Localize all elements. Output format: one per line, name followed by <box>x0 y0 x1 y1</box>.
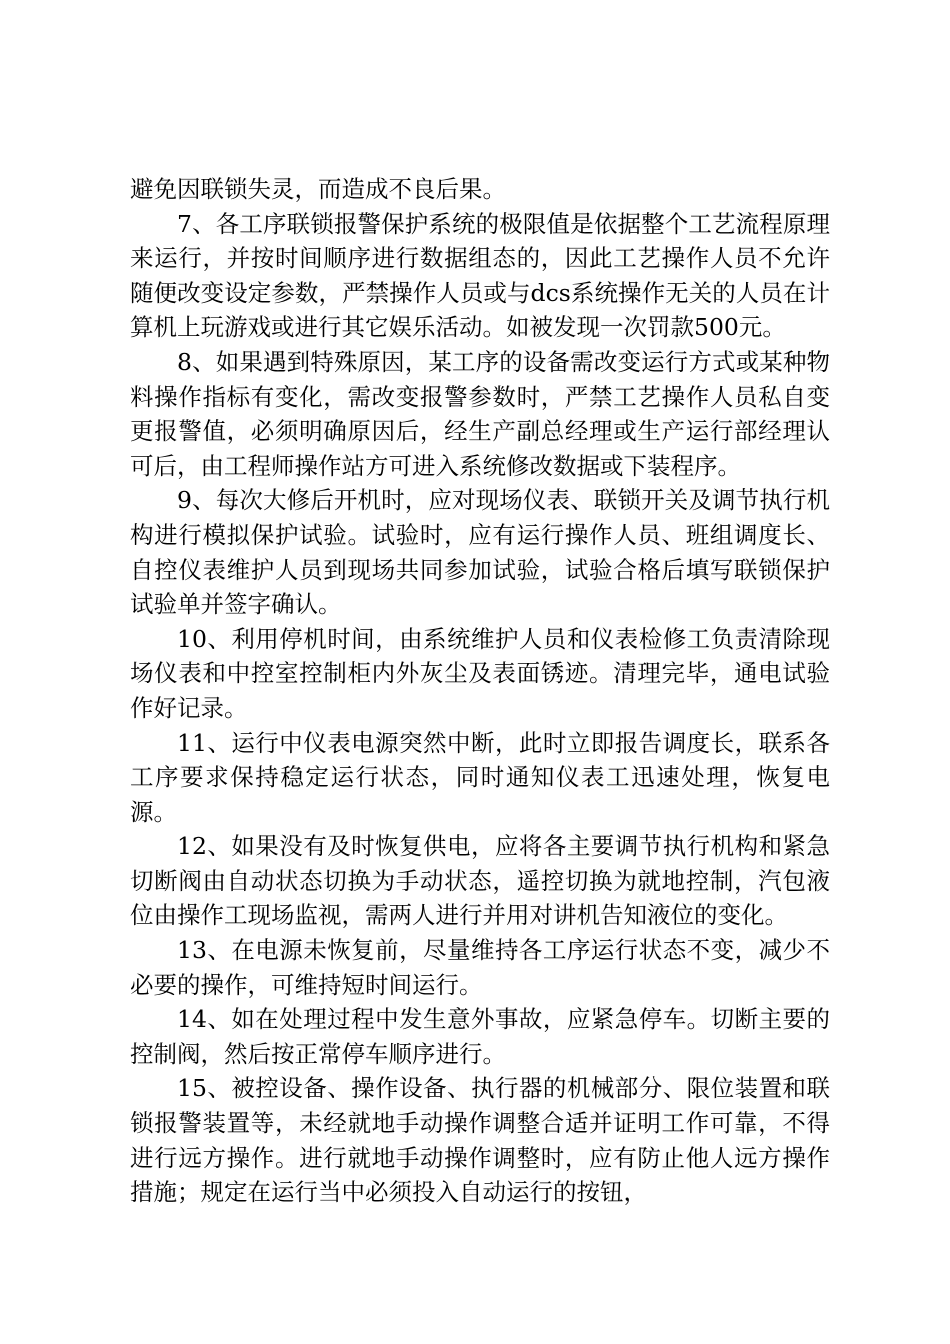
paragraph-continuation: 避免因联锁失灵，而造成不良后果。 <box>130 175 506 203</box>
paragraph-item-10: 10、利用停机时间，由系统维护人员和仪表检修工负责清除现场仪表和中控室控制柜内外灰尘及表面锈迹。清理完毕，通电试验作好记录。 <box>130 624 830 722</box>
paragraph-item-12: 12、如果没有及时恢复供电，应将各主要调节执行机构和紧急切断阀由自动状态切换为手动状态，遥控切换为就地控制，汽包液位由操作工现场监视，需两人进行并用对讲机告知液位的变化。 <box>130 832 830 930</box>
paragraph-item-7: 7、各工序联锁报警保护系统的极限值是依据整个工艺流程原理来运行，并按时间顺序进行数据组态的，因此工艺操作人员不允许随便改变设定参数，严禁操作人员或与dcs系统操作无关的人员在计算机上玩游戏或进行其它娱乐活动。如被发现一次罚款500元。 <box>130 209 830 342</box>
paragraph-item-11: 11、运行中仪表电源突然中断，此时立即报告调度长，联系各工序要求保持稳定运行状态，同时通知仪表工迅速处理，恢复电源。 <box>130 728 830 826</box>
paragraph-item-9: 9、每次大修后开机时，应对现场仪表、联锁开关及调节执行机构进行模拟保护试验。试验时，应有运行操作人员、班组调度长、自控仪表维护人员到现场共同参加试验，试验合格后填写联锁保护试验单并签字确认。 <box>130 486 830 619</box>
paragraph-item-8: 8、如果遇到特殊原因，某工序的设备需改变运行方式或某种物料操作指标有变化，需改变报警参数时，严禁工艺操作人员私自变更报警值，必须明确原因后，经生产副总经理或生产运行部经理认可后，由工程师操作站方可进入系统修改数据或下装程序。 <box>130 347 830 480</box>
paragraph-item-14: 14、如在处理过程中发生意外事故，应紧急停车。切断主要的控制阀，然后按正常停车顺序进行。 <box>130 1005 830 1068</box>
paragraph-item-15: 15、被控设备、操作设备、执行器的机械部分、限位装置和联锁报警装置等，未经就地手动操作调整合适并证明工作可靠，不得进行远方操作。进行就地手动操作调整时，应有防止他人远方操作措施；规定在运行当中必须投入自动运行的按钮， <box>130 1074 830 1207</box>
paragraph-item-13: 13、在电源未恢复前，尽量维持各工序运行状态不变，减少不必要的操作，可维持短时间运行。 <box>130 936 830 999</box>
document-body <box>130 172 830 1210</box>
